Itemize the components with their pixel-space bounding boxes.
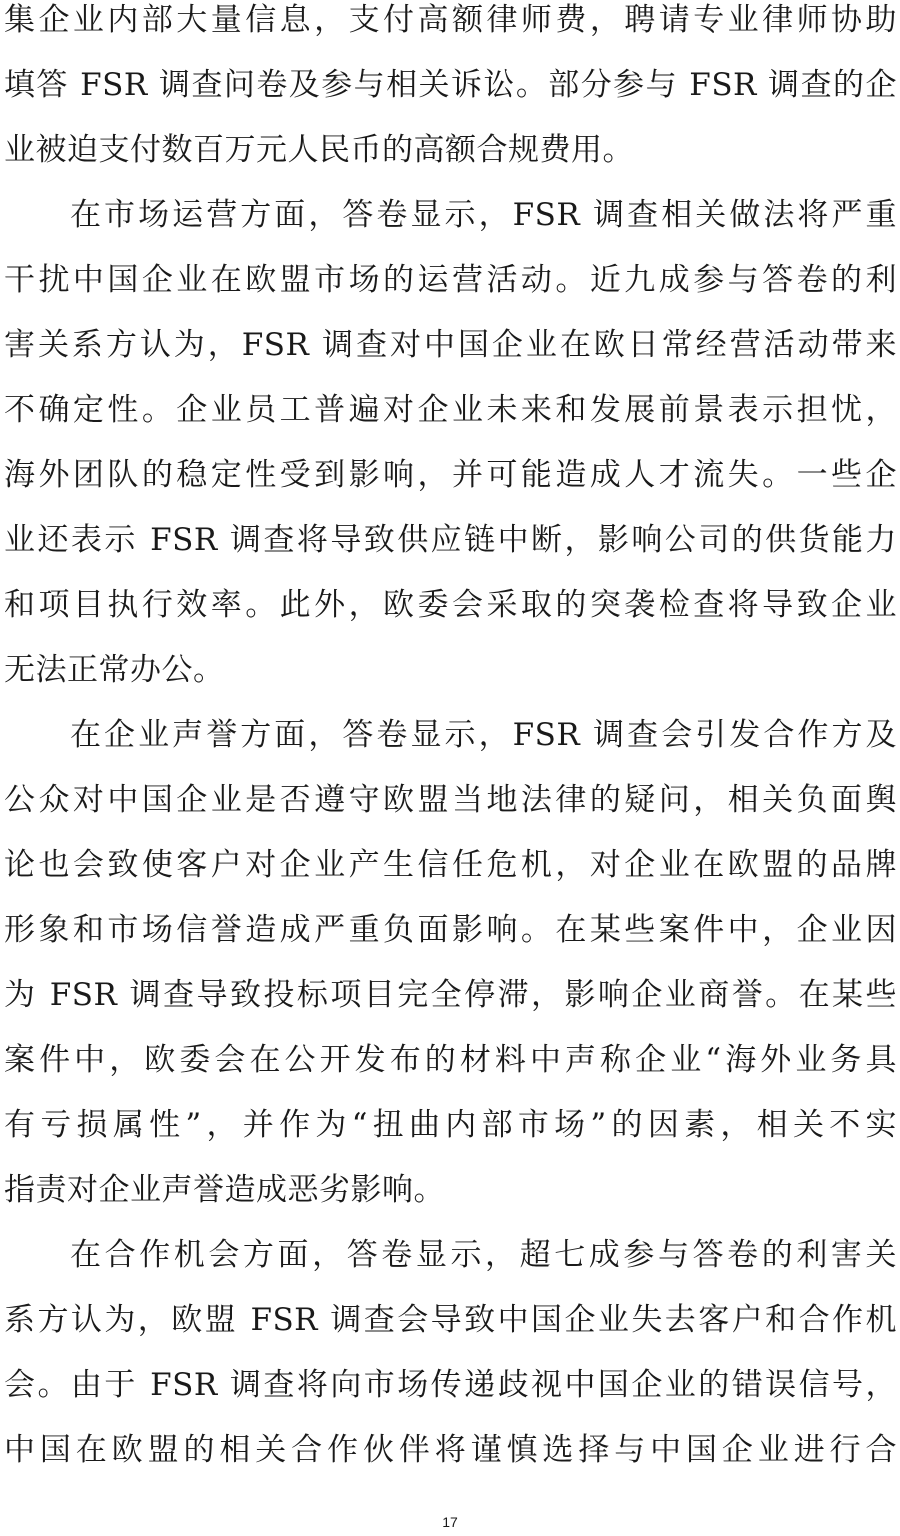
text-line: 会。由于 FSR 调查将向市场传递歧视中国企业的错误信号，: [4, 1367, 897, 1403]
text-line: 系方认为，欧盟 FSR 调查会导致中国企业失去客户和合作机: [4, 1302, 897, 1338]
page-number: 17: [442, 1514, 458, 1530]
text-line: 指责对企业声誉造成恶劣影响。: [4, 1172, 445, 1208]
text-line: 不确定性。企业员工普遍对企业未来和发展前景表示担忧，: [4, 392, 897, 428]
body-text: [4, 0, 897, 1495]
text-line: 业被迫支付数百万元人民币的高额合规费用。: [4, 132, 634, 168]
text-line: 无法正常办公。: [4, 652, 225, 688]
text-line: 公众对中国企业是否遵守欧盟当地法律的疑问，相关负面舆: [4, 782, 897, 818]
text-line: 干扰中国企业在欧盟市场的运营活动。近九成参与答卷的利: [4, 262, 897, 298]
paragraph-first-line: 在市场运营方面，答卷显示，FSR 调查相关做法将严重: [70, 197, 897, 233]
text-line: 业还表示 FSR 调查将导致供应链中断，影响公司的供货能力: [4, 522, 897, 558]
text-line: 害关系方认为，FSR 调查对中国企业在欧日常经营活动带来: [4, 327, 897, 363]
text-line: 为 FSR 调查导致投标项目完全停滞，影响企业商誉。在某些: [4, 977, 897, 1013]
text-line: 形象和市场信誉造成严重负面影响。在某些案件中，企业因: [4, 912, 897, 948]
text-line: 填答 FSR 调查问卷及参与相关诉讼。部分参与 FSR 调查的企: [4, 67, 897, 103]
text-line: 有亏损属性”，并作为“扭曲内部市场”的因素，相关不实: [4, 1107, 897, 1143]
paragraph-first-line: 在企业声誉方面，答卷显示，FSR 调查会引发合作方及: [70, 717, 897, 753]
text-line: 集企业内部大量信息，支付高额律师费，聘请专业律师协助: [4, 2, 897, 38]
text-line: 和项目执行效率。此外，欧委会采取的突袭检查将导致企业: [4, 587, 897, 623]
text-line: 海外团队的稳定性受到影响，并可能造成人才流失。一些企: [4, 457, 897, 493]
text-line: 中国在欧盟的相关合作伙伴将谨慎选择与中国企业进行合: [4, 1432, 897, 1468]
paragraph-first-line: 在合作机会方面，答卷显示，超七成参与答卷的利害关: [70, 1237, 897, 1273]
text-line: 案件中，欧委会在公开发布的材料中声称企业“海外业务具: [4, 1042, 897, 1078]
text-line: 论也会致使客户对企业产生信任危机，对企业在欧盟的品牌: [4, 847, 897, 883]
